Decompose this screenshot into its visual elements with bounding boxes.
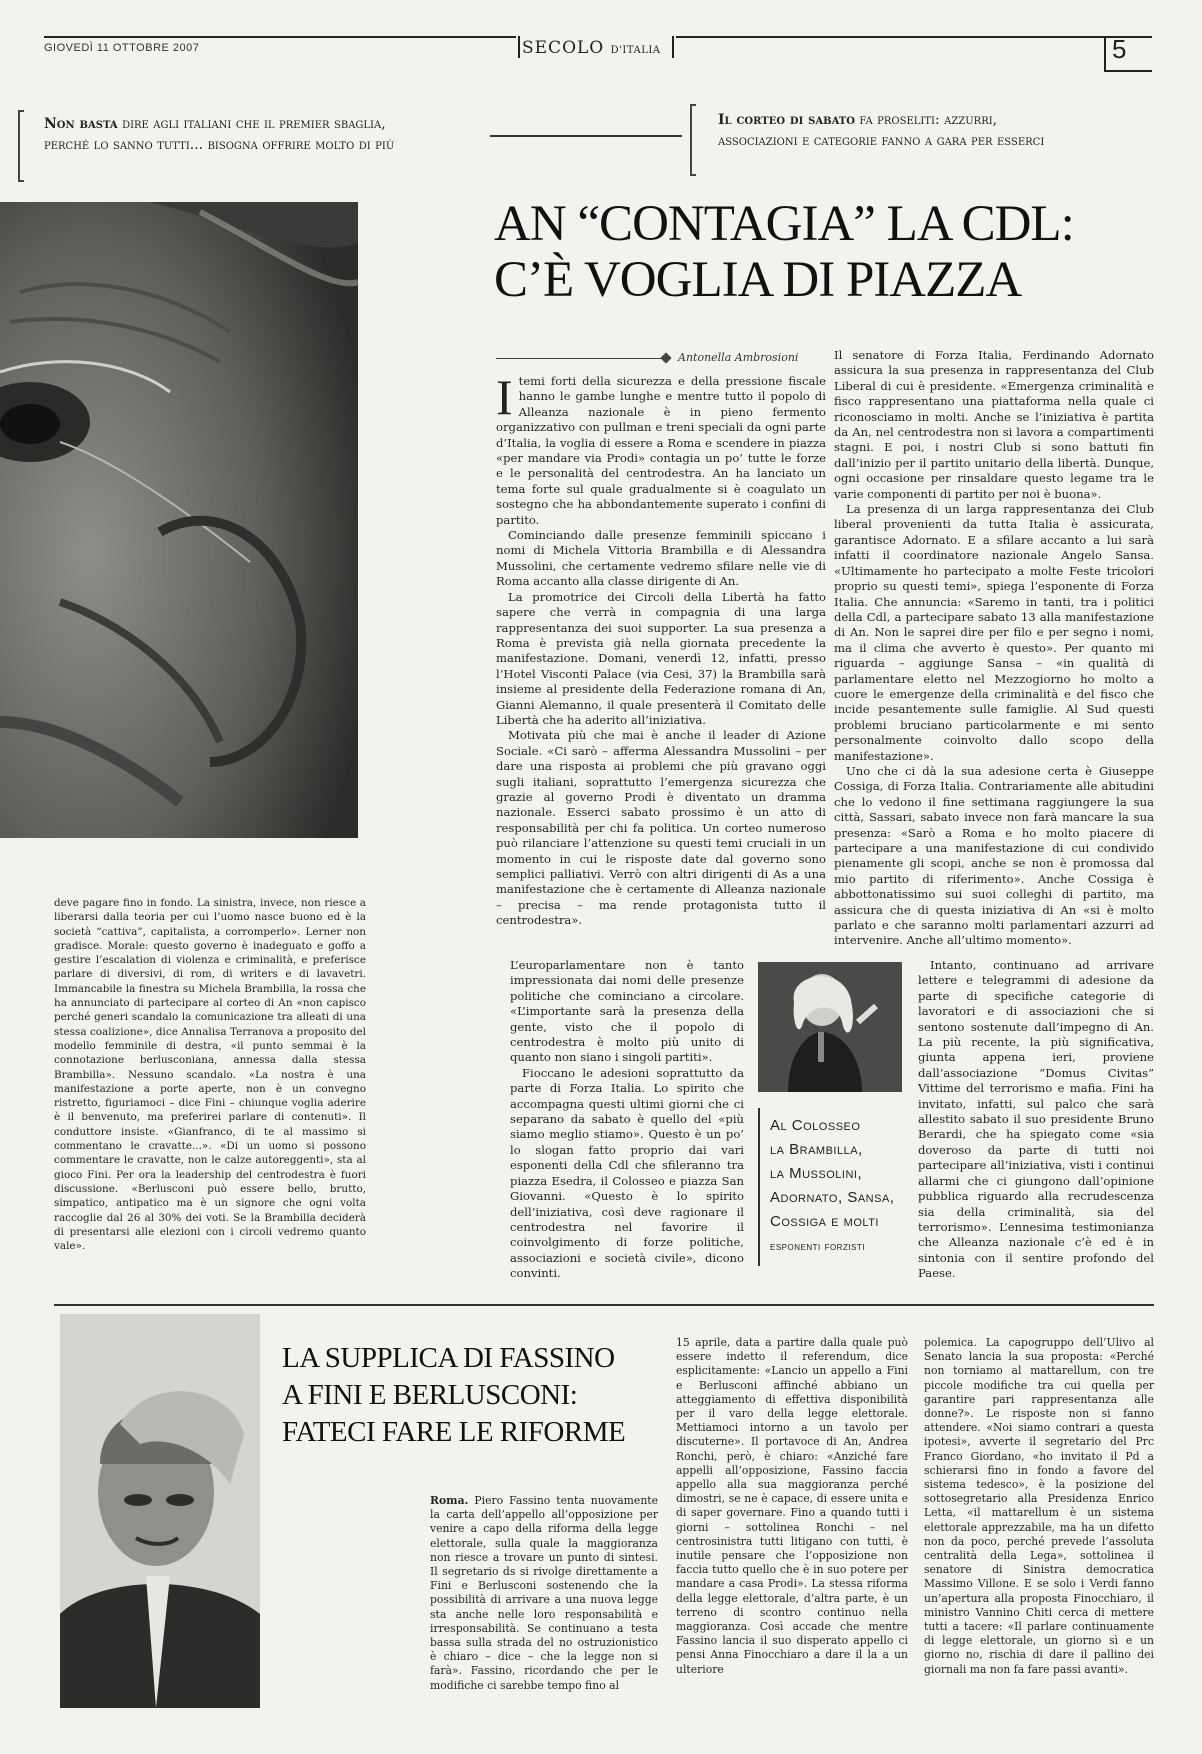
kicker-bracket-left	[18, 110, 24, 182]
second-headline: LA SUPPLICA DI FASSINO A FINI E BERLUSCONI: FATECI FARE LE RIFORME	[282, 1342, 626, 1448]
drop-cap: I	[496, 369, 513, 425]
portrait-photo	[0, 202, 358, 838]
article-column-1-continued: L’europarlamentare non è tanto impressionata dai nomi delle presenze politiche che cominciano a circolare. «L’importante sarà la presenza della gente, visto che il popolo di centrodestra è molto più unito di quanto non siano i singoli partiti». Fioccano le adesioni soprattutto da parte di Forza Italia. Lo spirito che accompagna questi ultimi giorni che ci separano da sabato è quello del «più siamo meglio stiamo». Questo è un po’ lo slogan fatto proprio dai vari esponenti della Cdl che sfileranno tra piazza Esedra, il Colosseo e piazza San Giovanni. «Questo è lo spirito dell’iniziativa, così deve ragionare il centrodestra nel favorire il coinvolgimento di forze politiche, associazioni e società civile», dicono convinti.	[510, 958, 744, 1281]
main-headline: AN “CONTAGIA” LA CDL: C’È VOGLIA DI PIAZZA	[494, 196, 1074, 308]
fassino-photo	[60, 1314, 260, 1708]
fassino-photo-illustration	[60, 1314, 260, 1708]
continued-column-left: deve pagare fino in fondo. La sinistra, invece, non riesce a liberarsi dalla teoria per cui l’uomo nasce buono ed è la società “cattiva”, capitalista, a corromperlo». Lerner non gradisce. Morale: questo governo è inadeguato e goffo a gestire l’escalation di violenza e criminalità, e preferisce parlare di diversivi, di rom, di writers e di lavavetri. Immancabile la finestra su Michela Brambilla, la rossa che ha annunciato di partecipare al corteo di An «non capisco perché generi scandalo la comunicazione tra alleati di una stessa coalizione», dice Annalisa Terranova a proposito del modello femminile di destra, «il punto semmai è la connotazione berlusconiana, annessa dalla stessa Brambilla». Nessuno scandalo. «La nostra è una manifestazione a porte aperte, non è un convegno ristretto, figuriamoci – dice Fini – chiunque voglia aderire è il benvenuto, ma preferirei parlare di contenuti». Il conduttore insiste. «Gianfranco, di te al massimo si commentano le cravatte...». «Di un uomo si possono commentare le cravatte, non le calze autoreggenti», sta al gioco Fini. Per ora la leadership del centrodestra è fuori discussione. «Berlusconi può essere bello, brutto, simpatico, antipatico ma è un signore che ogni volta raccoglie dal 26 al 30% dei voti. Se la Brambilla deciderà di presentarsi alle elezioni con i circoli vedremo quanto vale».	[54, 897, 366, 1253]
article-column-2-continued: Intanto, continuano ad arrivare lettere e telegrammi di adesione da parte di specifiche categorie di lavoratori e di associazioni che si sentono sostenute dall’impegno di An. La più recente, la più significativa, giunta appena ieri, proviene dall’associazione “Domus Civitas” Vittime del terrorismo e mafia. Fini ha invitato, infatti, sul palco che sarà allestito sabato il suo presidente Bruno Berardi, che ha spiegato come «sia doveroso da parte di tutti noi partecipare all’iniziativa, visti i continui allarmi che ci giungono dall’opinione pubblica riguardo alla recrudescenza sia della criminalità, sia del terrorismo». L’ennesima testimonianza che Alleanza nazionale c’è ed è in sintonia con il sentire profondo del Paese.	[918, 958, 1154, 1281]
masthead-divider	[1104, 36, 1106, 70]
masthead-divider	[518, 36, 520, 58]
masthead-rule-left	[44, 36, 516, 38]
issue-date: GIOVEDÌ 11 OTTOBRE 2007	[44, 42, 200, 54]
kicker-left: Non basta dire agli italiani che il premier sbaglia, perché lo sanno tutti... bisogna offrire molto di più	[44, 116, 395, 153]
masthead-divider	[672, 36, 674, 58]
masthead-rule-right	[676, 36, 1152, 38]
page-number: 5	[1112, 34, 1127, 64]
article-column-2: Il senatore di Forza Italia, Ferdinando Adornato assicura la sua presenza in rappresentanza del Club Liberal di cui è presidente. «Emergenza criminalità e fisco rappresentano una piattaforma nella quale ci riconosciamo in molti. Anche se l’iniziativa è partita da An, nel centrodestra non si lavora a compartimenti stagni. E poi, i nostri Club si sono battuti fin dall’inizio per il partito unitario della libertà. Dunque, ogni occasione per rinsaldare questo legame tra le varie componenti di partito per noi è buona». La presenza di un larga rappresentanza dei Club liberal provenienti da tutta Italia è assicurata, garantisce Adornato. E a sfilare accanto a lui sarà infatti il coordinatore nazionale Angelo Sansa. «Ultimamente ho partecipato a molte Feste tricolori proprio su questi temi», spiega l’esponente di Forza Italia. Che annuncia: «Saremo in tanti, tra i politici della Cdl, a partecipare sabato 13 alla manifestazione di An. Non le saprei dire per filo e per segno i nomi, ma il clima che avverto è questo». Per quanto mi riguarda – aggiunge Sansa – «in qualità di parlamentare eletto nel Mezzogiorno ho molto a cuore le emergenze della criminalità e del fisco che incide pesantemente sulle famiglie. Al Sud questi problemi bruciano particolarmente e mi sento personalmente coinvolto dallo scopo della manifestazione». Uno che ci dà la sua adesione certa è Giuseppe Cossiga, di Forza Italia. Contrariamente alle abitudini che lo vedono il fine settimana raggiungere la sua città, Sassari, sabato invece non farà mancare la sua presenza: «Sarò a Roma e ho molto piacere di partecipare a una manifestazione di cui condivido pienamente gli scopi, anche se non è promossa dal mio partito di riferimento». Anche Cossiga è abbottonatissimo sui suoi colleghi di partito, ma assicura che di questa iniziativa di An «si è molto parlato e che saranno molti parlamentari azzurri ad intervenire. Anche all’ultimo momento».	[834, 348, 1154, 948]
portrait-illustration	[0, 202, 358, 838]
kicker-right: Il corteo di sabato fa proseliti: azzurri, associazioni e categorie fanno a gara per esserci	[718, 112, 1045, 149]
dateline: Roma.	[430, 1494, 469, 1507]
article-column-1: Itemi forti della sicurezza e della pressione fiscale hanno le gambe lunghe e mentre tutto il popolo di Alleanza nazionale è in pieno fermento organizzativo con pullman e treni speciali da ogni parte d’Italia, la voglia di essere a Roma e scendere in piazza «per mandare via Prodi» contagia un po’ tutte le forze e le personalità del centrodestra. An ha lanciato un tema forte sul quale gradualmente si è coagulato un sostegno che ha abbondantemente superato i confini di partito. Cominciando dalle presenze femminili spiccano i nomi di Michela Vittoria Brambilla e di Alessandra Mussolini, che certamente vedremo sfilare nelle vie di Roma accanto alla classe dirigente di An. La promotrice dei Circoli della Libertà ha fatto sapere che verrà in compagnia di una larga rappresentanza dei suoi supporter. La sua presenza a Roma è prevista già nella giornata precedente la manifestazione. Domani, venerdì 12, infatti, presso l’Hotel Visconti Palace (via Cesi, 37) la Brambilla sarà insieme al presidente della Federazione romana di An, Gianni Alemanno, il quale presenterà il Comitato delle Libertà che ha aderito all’iniziativa. Motivata più che mai è anche il leader di Azione Sociale. «Ci sarò – afferma Alessandra Mussolini – per dare una risposta ai problemi che più gravano oggi sugli italiani, soprattutto l’emergenza sicurezza che grazie al governo Prodi è diventato un dramma nazionale. Esserci sabato prossimo è un atto di responsabilità per chi fa politica. Un corteo numeroso può rilanciare l’attenzione su questi temi cruciali in un momento in cui le risposte date dal governo sono semplici palliativi. Verrò con altri dirigenti di As a una manifestazione che è certamente di Alleanza nazionale – precisa – ma rende protagonista tutto il centrodestra».	[496, 369, 826, 928]
inset-photo	[758, 962, 902, 1092]
second-article-column-3: polemica. La capogruppo dell’Ulivo al Senato lancia la sua proposta: «Perché non torniamo al mattarellum, con tre piccole modifiche tra cui quella per garantire pari rappresentanza alle donne?». Le risposte non si fanno attendere. «Noi siamo contrari a questa ipotesi», avverte il segretario del Prc Franco Giordano, «ho invitato il Pd a schierarsi fino in fondo a favore del sistema tedesco», è la posizione del sottosegretario alla Presidenza Enrico Letta, «il mattarellum è un sistema elettorale apprezzabile, ma ha un difetto non da poco, perché prevede l’assoluta centralità della Lega», sottolinea il senatore di Sinistra democratica Massimo Villone. E se solo i Verdi fanno un’apertura alla proposta Finocchiaro, il ministro Vannino Chiti cerca di mettere tutti a tacere: «Il parlare continuamente di legge elettorale, un giorno sì e un giorno no, rischia di dare il pallino dei giornali ma non fa fare passi avanti».	[924, 1336, 1154, 1676]
kicker-separator	[490, 135, 682, 137]
byline-marker	[660, 352, 671, 363]
inset-photo-illustration	[758, 962, 902, 1092]
section-divider	[54, 1304, 1154, 1306]
caption-rule	[758, 1108, 760, 1266]
newspaper-name: SECOLO D'ITALIA	[522, 38, 661, 58]
second-article-column-2: 15 aprile, data a partire dalla quale può essere indetto il referendum, dice esplicitamente: «Lancio un appello a Fini e Berlusconi affinché abbiano un atteggiamento di effettiva disponibilità per il varo della legge elettorale. Mettiamoci intorno a un tavolo per discuterne». Il portavoce di An, Andrea Ronchi, però, è chiaro: «Anziché fare appelli all’opposizione, Fassino faccia appello alla sua maggioranza perché dimostri, se ne è capace, di essere unita e di saper governare. Fino a quando tutti i giorni – sottolinea Ronchi – nel centrosinistra tutti litigano con tutti, è inutile pensare che l’opposizione non faccia tutto quello che è in suo potere per mandare a casa Prodi». La stessa riforma della legge elettorale, d’altra parte, è un terreno di scontro continuo nella maggioranza. Così accade che mentre Fassino lancia il suo disperato appello ci pensi Anna Finocchiaro a dare il la a un ulteriore	[676, 1336, 908, 1676]
byline: Antonella Ambrosioni	[678, 351, 799, 364]
kicker-bracket-right	[690, 104, 696, 176]
byline-rule	[496, 358, 662, 359]
photo-caption: Al Colosseo la Brambilla, la Mussolini, Adornato, Sansa, Cossiga e molti esponenti forzisti	[770, 1117, 895, 1253]
masthead-page-underline	[1104, 70, 1152, 72]
second-article-column-1: Roma. Piero Fassino tenta nuovamente la carta dell’appello all’opposizione per venire a capo della riforma della legge elettorale, sulla quale la maggioranza non riesce a trovare un punto di sintesi. Il segretario ds si rivolge direttamente a Fini e Berlusconi sostenendo che la possibilità di arrivare a una nuova legge sta anche nelle loro responsabilità e irresponsabilità. Se continuano a testa bassa sulla strada del no ostruzionistico è chiaro – dice – che la legge non si farà». Fassino, ricordando che per le modifiche ci sarebbe tempo fino al	[430, 1494, 658, 1692]
